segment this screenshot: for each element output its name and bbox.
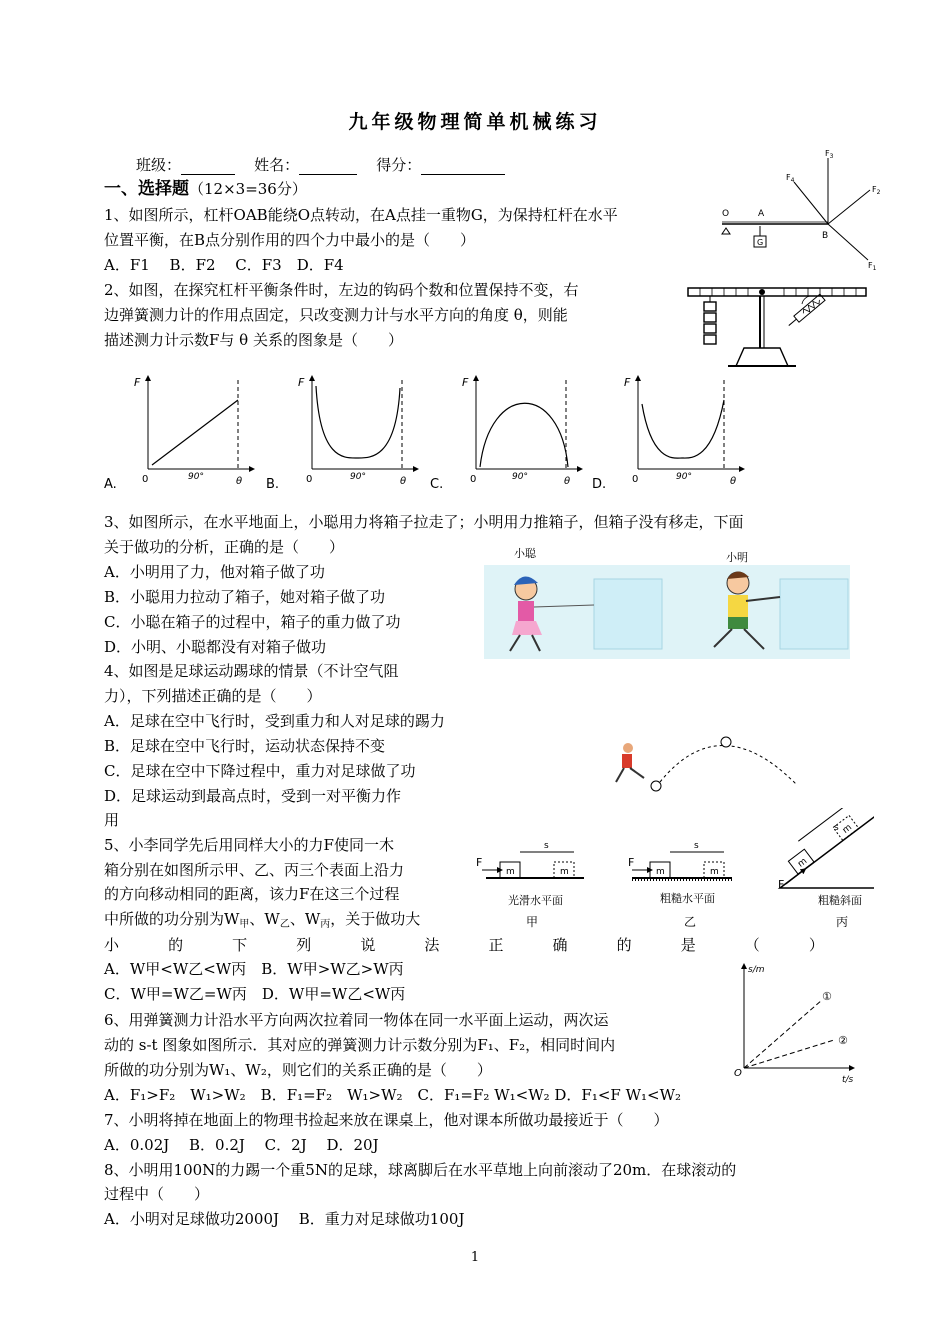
q5-surfaces-figure bbox=[474, 808, 874, 934]
svg-text:F: F bbox=[778, 878, 785, 891]
svg-text:m: m bbox=[506, 867, 515, 877]
q4-kick-figure bbox=[610, 732, 830, 796]
curve-c bbox=[480, 403, 568, 467]
q3-option-c: C．小聪在箱子的过程中，箱子的重力做了功 bbox=[104, 613, 401, 631]
q2-line1: 2、如图，在探究杠杆平衡条件时，左边的钩码个数和位置保持不变，右 bbox=[104, 281, 579, 299]
svg-text:s: s bbox=[694, 841, 699, 851]
svg-text:m: m bbox=[840, 822, 854, 836]
svg-text:F: F bbox=[462, 376, 469, 389]
svg-text:90°: 90° bbox=[188, 472, 204, 482]
weight-block bbox=[704, 313, 716, 322]
weight-block bbox=[704, 324, 716, 333]
svg-text:90°: 90° bbox=[676, 472, 692, 482]
ball-trajectory bbox=[660, 745, 796, 784]
q4-option-b: B．足球在空中飞行时，运动状态保持不变 bbox=[104, 737, 386, 755]
q1-options: A．F1 B．F2 C．F3 D．F4 bbox=[104, 256, 344, 274]
label-G: G bbox=[757, 238, 764, 247]
svg-text:s: s bbox=[544, 841, 549, 851]
line-2 bbox=[744, 1040, 834, 1068]
q2-line3: 描述测力计示数F与 θ 关系的图象是（ ） bbox=[104, 331, 403, 349]
svg-text:丙: 丙 bbox=[836, 915, 849, 929]
q3-option-d: D．小明、小聪都没有对箱子做功 bbox=[104, 638, 327, 656]
q3-line2: 关于做功的分析，正确的是（ ） bbox=[104, 538, 345, 556]
q3-push-pull-figure bbox=[484, 545, 854, 661]
q8-line1: 8、小明用100N的力踢一个重5N的足球，球离脚后在水平草地上向前滚动了20m．在球滚动的 bbox=[104, 1161, 737, 1179]
svg-text:F: F bbox=[298, 376, 305, 389]
svg-text:0: 0 bbox=[306, 474, 313, 485]
curve-d bbox=[642, 400, 724, 458]
q5-line5: 小 的 下 列 说 法 正 确 的 是 （ ） bbox=[104, 936, 824, 954]
q5-option-ab: A．W甲<W乙<W丙 B．W甲>W乙>W丙 bbox=[104, 960, 404, 978]
q6-options: A．F₁>F₂ W₁>W₂ B．F₁=F₂ W₁>W₂ C．F₁=F₂ W₁<W₂ D．F₁<F W₁<W₂ bbox=[104, 1086, 682, 1104]
line-1 bbox=[744, 1000, 822, 1068]
svg-text:F: F bbox=[628, 856, 635, 869]
svg-text:粗糙斜面: 粗糙斜面 bbox=[818, 894, 862, 907]
q6-line2: 动的 s-t 图象如图所示．其对应的弹簧测力计示数分别为F₁、F₂，相同时间内 bbox=[104, 1036, 616, 1054]
q5-option-cd: C．W甲=W乙=W丙 D．W甲=W乙<W丙 bbox=[104, 985, 406, 1003]
pivot-icon bbox=[722, 228, 730, 234]
svg-text:t/s: t/s bbox=[842, 1075, 854, 1084]
svg-text:F3: $F_3$ bbox=[825, 149, 834, 160]
q1-lever-figure bbox=[712, 148, 892, 273]
svg-text:②: ② bbox=[838, 1034, 848, 1047]
svg-text:s: s bbox=[834, 823, 839, 833]
surface-rough bbox=[628, 841, 732, 929]
force-F1 bbox=[828, 224, 868, 260]
section-note: （12×3=36分） bbox=[189, 180, 307, 198]
q7-line1: 7、小明将掉在地面上的物理书捡起来放在课桌上，他对课本所做功最接近于（ ） bbox=[104, 1111, 669, 1129]
q6-line3: 所做的功分别为W₁、W₂，则它们的关系正确的是（ ） bbox=[104, 1061, 492, 1079]
weight-block bbox=[704, 335, 716, 344]
section-heading bbox=[104, 179, 307, 199]
svg-text:90°: 90° bbox=[350, 472, 366, 482]
section-title: 一、选择题 bbox=[104, 179, 189, 199]
svg-text:甲: 甲 bbox=[526, 915, 539, 929]
q4-option-a: A．足球在空中飞行时，受到重力和人对足球的踢力 bbox=[104, 712, 445, 730]
score-blank[interactable] bbox=[421, 160, 505, 175]
box-left bbox=[594, 579, 662, 649]
surface-incline bbox=[778, 808, 874, 929]
ball-start bbox=[651, 781, 661, 791]
q6-line1: 6、用弹簧测力计沿水平方向两次拉着同一物体在同一水平面上运动，两次运 bbox=[104, 1011, 609, 1029]
q3-option-a: A．小明用了力，他对箱子做了功 bbox=[104, 563, 325, 581]
svg-text:F: F bbox=[134, 376, 141, 389]
q8-line2: 过程中（ ） bbox=[104, 1185, 210, 1203]
svg-text:乙: 乙 bbox=[684, 915, 697, 929]
option-d-label: D. bbox=[592, 477, 607, 492]
q5-line2: 箱分别在如图所示甲、乙、丙三个表面上沿力 bbox=[104, 861, 405, 879]
class-label: 班级： bbox=[136, 156, 182, 174]
page-title: 九年级物理简单机械练习 bbox=[348, 111, 602, 133]
q5-line3: 的方向移动相同的距离，该力F在这三个过程 bbox=[104, 885, 400, 903]
xiaoming-label: 小明 bbox=[726, 551, 748, 564]
curve-a bbox=[152, 400, 238, 465]
svg-text:O: O bbox=[734, 1068, 742, 1079]
label-A: A bbox=[758, 209, 765, 219]
svg-text:θ: θ bbox=[564, 476, 571, 487]
q4-option-d1: D．足球运动到最高点时，受到一对平衡力作 bbox=[104, 787, 402, 805]
q4-option-c: C．足球在空中下降过程中，重力对足球做了功 bbox=[104, 762, 416, 780]
label-O: O bbox=[722, 209, 730, 219]
q4-line2: 力），下列描述正确的是（ ） bbox=[104, 687, 322, 705]
svg-text:0: 0 bbox=[470, 474, 477, 485]
q2-graphs bbox=[100, 372, 750, 492]
svg-text:θ: θ bbox=[236, 476, 243, 487]
force-F2 bbox=[828, 190, 870, 224]
svg-text:s/m: s/m bbox=[748, 965, 765, 975]
q5-line1: 5、小李同学先后用同样大小的力F使同一木 bbox=[104, 836, 394, 854]
force-F4 bbox=[794, 182, 828, 224]
graph-d[interactable] bbox=[592, 376, 742, 492]
ball-top bbox=[721, 737, 731, 747]
q8-options: A．小明对足球做功2000J B．重力对足球做功100J bbox=[104, 1210, 465, 1228]
q6-st-graph bbox=[730, 960, 860, 1084]
graph-a[interactable] bbox=[104, 376, 252, 492]
name-blank[interactable] bbox=[299, 160, 357, 175]
svg-text:F4: $F_4$ bbox=[786, 173, 795, 184]
svg-text:F: F bbox=[476, 856, 483, 869]
surface-smooth bbox=[476, 841, 584, 929]
svg-text:90°: 90° bbox=[512, 472, 528, 482]
svg-text:F: F bbox=[624, 376, 631, 389]
svg-text:①: ① bbox=[822, 990, 832, 1003]
xiaocong-label: 小聪 bbox=[514, 547, 536, 560]
name-label: 姓名： bbox=[254, 156, 300, 174]
curve-b bbox=[316, 386, 400, 458]
q1-line1: 1、如图所示，杠杆OAB能绕O点转动，在A点挂一重物G，为保持杠杆在水平 bbox=[104, 206, 618, 224]
spring-scale-icon bbox=[786, 294, 825, 328]
svg-text:光滑水平面: 光滑水平面 bbox=[508, 894, 563, 907]
svg-text:0: 0 bbox=[142, 474, 149, 485]
q2-lever-apparatus bbox=[684, 282, 870, 370]
q1-line2: 位置平衡，在B点分别作用的四个力中最小的是（ ） bbox=[104, 231, 476, 249]
option-a-label: A. bbox=[104, 477, 117, 492]
q3-option-b: B．小聪用力拉动了箱子，她对箱子做了功 bbox=[104, 588, 386, 606]
svg-text:F2: $F_2$ bbox=[872, 185, 881, 196]
page-number: 1 bbox=[470, 1250, 480, 1265]
svg-text:θ: θ bbox=[730, 476, 737, 487]
class-blank[interactable] bbox=[181, 160, 235, 175]
q3-line1: 3、如图所示，在水平地面上，小聪用力将箱子拉走了；小明用力推箱子，但箱子没有移走，下面 bbox=[104, 513, 744, 531]
weight-block bbox=[704, 302, 716, 311]
svg-text:0: 0 bbox=[632, 474, 639, 485]
label-B: B bbox=[822, 231, 829, 241]
svg-text:m: m bbox=[656, 867, 665, 877]
box-right bbox=[780, 579, 848, 649]
svg-text:F1: $F_1$ bbox=[868, 261, 877, 272]
graph-b[interactable] bbox=[266, 376, 416, 492]
q4-line1: 4、如图是足球运动踢球的情景（不计空气阻 bbox=[104, 662, 399, 680]
q2-line2: 边弹簧测力计的作用点固定，只改变测力计与水平方向的角度 θ，则能 bbox=[104, 306, 568, 324]
option-b-label: B. bbox=[266, 477, 280, 492]
score-label: 得分： bbox=[376, 156, 422, 174]
q4-option-d2: 用 bbox=[104, 811, 120, 829]
option-c-label: C. bbox=[430, 477, 444, 492]
svg-text:粗糙水平面: 粗糙水平面 bbox=[660, 892, 715, 905]
graph-c[interactable] bbox=[430, 376, 580, 492]
q5-line4: 中所做的功分别为$W_甲$、$W_乙$、$W_丙$，关于做功大 bbox=[104, 910, 421, 930]
svg-text:m: m bbox=[710, 867, 719, 877]
svg-text:θ: θ bbox=[400, 476, 407, 487]
q7-options: A．0.02J B．0.2J C．2J D．20J bbox=[104, 1136, 379, 1154]
class-field bbox=[136, 155, 505, 175]
svg-text:m: m bbox=[560, 867, 569, 877]
svg-text:m: m bbox=[796, 856, 810, 870]
player-icon bbox=[616, 743, 644, 782]
